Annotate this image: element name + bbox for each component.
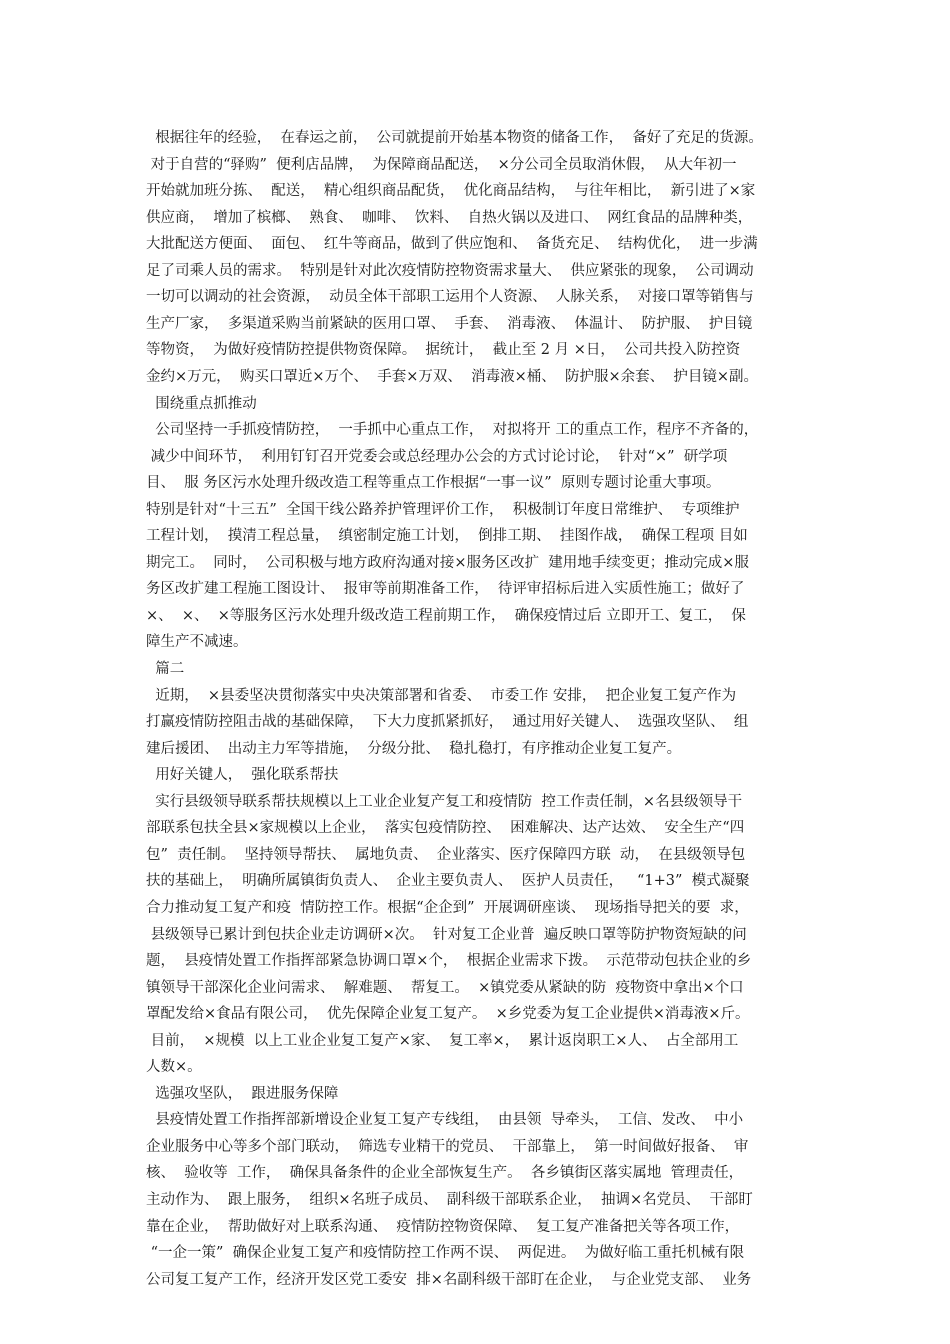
text-line: 金约×万元， 购买口罩近×万个、 手套×万双、 消毒液×桶、 防护服×余套、 护目镜×副。 [146, 369, 758, 385]
text-line: 镇领导干部深化企业问需求、 解难题、 帮复工。 ×镇党委从紧缺的防 疫物资中拿出×个口 [146, 980, 744, 996]
text-line: 足了司乘人员的需求。 特别是针对此次疫情防控物资需求量大、 供应紧张的现象， 公司调动 [146, 263, 754, 279]
text-line: 供应商， 增加了槟榔、 熟食、 咖啡、 饮料、 自热火锅以及进口、 网红食品的品牌种类， [146, 210, 753, 226]
text-line: 近期， ×县委坚决贯彻落实中央决策部署和省委、 市委工作 安排， 把企业复工复产作为 [146, 688, 737, 704]
text-line: 建后援团、 出动主力军等措施， 分级分批、 稳扎稳打，有序推动企业复工复产。 [146, 741, 682, 757]
text-line: 大批配送方便面、 面包、 红牛等商品，做到了供应饱和、 备货充足、 结构优化， 进一步满 [146, 236, 758, 252]
text-line: 减少中间环节， 利用钉钉召开党委会或总经理办公会的方式讨论讨论， 针对“×” 研学项 [146, 449, 728, 465]
text-line: 工程计划， 摸清工程总量， 缜密制定施工计划， 倒排工期、 挂图作战， 确保工程项 目如 [146, 528, 748, 544]
text-line: 障生产不减速。 [146, 634, 248, 650]
text-line: 生产厂家， 多渠道采购当前紧缺的医用口罩、 手套、 消毒液、 体温计、 防护服、 护目镜 [146, 316, 753, 332]
text-line: 实行县级领导联系帮扶规模以上工业企业复产复工和疫情防 控工作责任制，×名县级领导干 [146, 794, 743, 810]
text-line: 部联系包扶全县×家规模以上企业， 落实包疫情防控、 困难解决、达产达效、 安全生产“四 [146, 820, 745, 836]
text-line: 核、 验收等 工作， 确保具备条件的企业全部恢复生产。 各乡镇街区落实属地 管理责任， [146, 1165, 744, 1181]
text-line: 打赢疫情防控阻击战的基础保障， 下大力度抓紧抓好， 通过用好关键人、 选强攻坚队、 组 [146, 714, 749, 730]
text-line: 主动作为、 跟上服务， 组织×名班子成员、 副科级干部联系企业， 抽调×名党员、 干部盯 [146, 1192, 753, 1208]
text-line: 公司坚持一手抓疫情防控， 一手抓中心重点工作， 对拟将开 工的重点工作，程序不齐备的， [146, 422, 759, 438]
text-line: 人数×。 [146, 1059, 202, 1075]
text-line: 期完工。 同时， 公司积极与地方政府沟通对接×服务区改扩 建用地手续变更；推动完成×服 [146, 555, 749, 571]
text-line: ×、 ×、 ×等服务区污水处理升级改造工程前期工作， 确保疫情过后 立即开工、复工， 保 [146, 608, 746, 624]
text-line: 等物资， 为做好疫情防控提供物资保障。 据统计， 截止至 2 月 ×日， 公司共投入防控资 [146, 342, 741, 358]
text-line: 靠在企业， 帮助做好对上联系沟通、 疫情防控物资保障、 复工复产准备把关等各项工作， [146, 1219, 740, 1235]
text-line: 公司复工复产工作，经济开发区党工委安 排×名副科级干部盯在企业， 与企业党支部、 业务 [146, 1272, 752, 1288]
text-line: 围绕重点抓推动 [146, 396, 257, 412]
text-line: 目、 服 务区污水处理升级改造工程等重点工作根据“一事一议” 原则专题讨论重大事项。 [146, 475, 721, 491]
text-line: 包” 责任制。 坚持领导帮扶、 属地负责、 企业落实、医疗保障四方联 动， 在县级领导包 [146, 847, 746, 863]
text-line: 一切可以调动的社会资源， 动员全体干部职工运用个人资源、 人脉关系， 对接口罩等销售与 [146, 289, 754, 305]
text-line: 扶的基础上， 明确所属镇街负责人、 企业主要负责人、 医护人员责任， “1+3” 模式凝聚 [146, 873, 750, 889]
text-line: 目前， ×规模 以上工业企业复工复产×家、 复工率×， 累计返岗职工×人、 占全部用工 [146, 1033, 739, 1049]
text-line: 特别是针对“十三五” 全国干线公路养护管理评价工作， 积极制订年度日常维护、 专项维护 [146, 502, 740, 518]
text-line: 选强攻坚队， 跟进服务保障 [146, 1086, 339, 1102]
text-line: 县疫情处置工作指挥部新增设企业复工复产专线组， 由县领 导牵头， 工信、发改、 中小 [146, 1112, 744, 1128]
text-line: 县级领导已累计到包扶企业走访调研×次。 针对复工企业普 遍反映口罩等防护物资短缺的问 [146, 927, 747, 943]
text-line: “一企一策” 确保企业复工复产和疫情防控工作两不误、 两促进。 为做好临工重托机械有限 [146, 1245, 745, 1261]
text-line: 题， 县疫情处置工作指挥部紧急协调口罩×个， 根据企业需求下拨。 示范带动包扶企业的乡 [146, 953, 752, 969]
text-line: 罩配发给×食品有限公司， 优先保障企业复工复产。 ×乡党委为复工企业提供×消毒液×斤。 [146, 1006, 750, 1022]
text-line: 用好关键人， 强化联系帮扶 [146, 767, 339, 783]
text-line: 根据往年的经验， 在春运之前， 公司就提前开始基本物资的储备工作， 备好了充足的货源。 [146, 130, 763, 146]
text-line: 开始就加班分拣、 配送， 精心组织商品配货， 优化商品结构， 与往年相比， 新引进了×家 [146, 183, 756, 199]
text-line: 企业服务中心等多个部门联动， 筛选专业精干的党员、 干部靠上， 第一时间做好报备、 审 [146, 1139, 749, 1155]
text-line: 对于自营的“驿购” 便利店品牌， 为保障商品配送， ×分公司全员取消休假， 从大年初一 [146, 157, 737, 173]
text-line: 篇二 [146, 661, 185, 677]
text-line: 务区改扩建工程施工图设计、 报审等前期准备工作， 待评审招标后进入实质性施工；做好了 [146, 581, 745, 597]
text-line: 合力推动复工复产和疫 情防控工作。根据“企企到” 开展调研座谈、 现场指导把关的要 求， [146, 900, 749, 916]
